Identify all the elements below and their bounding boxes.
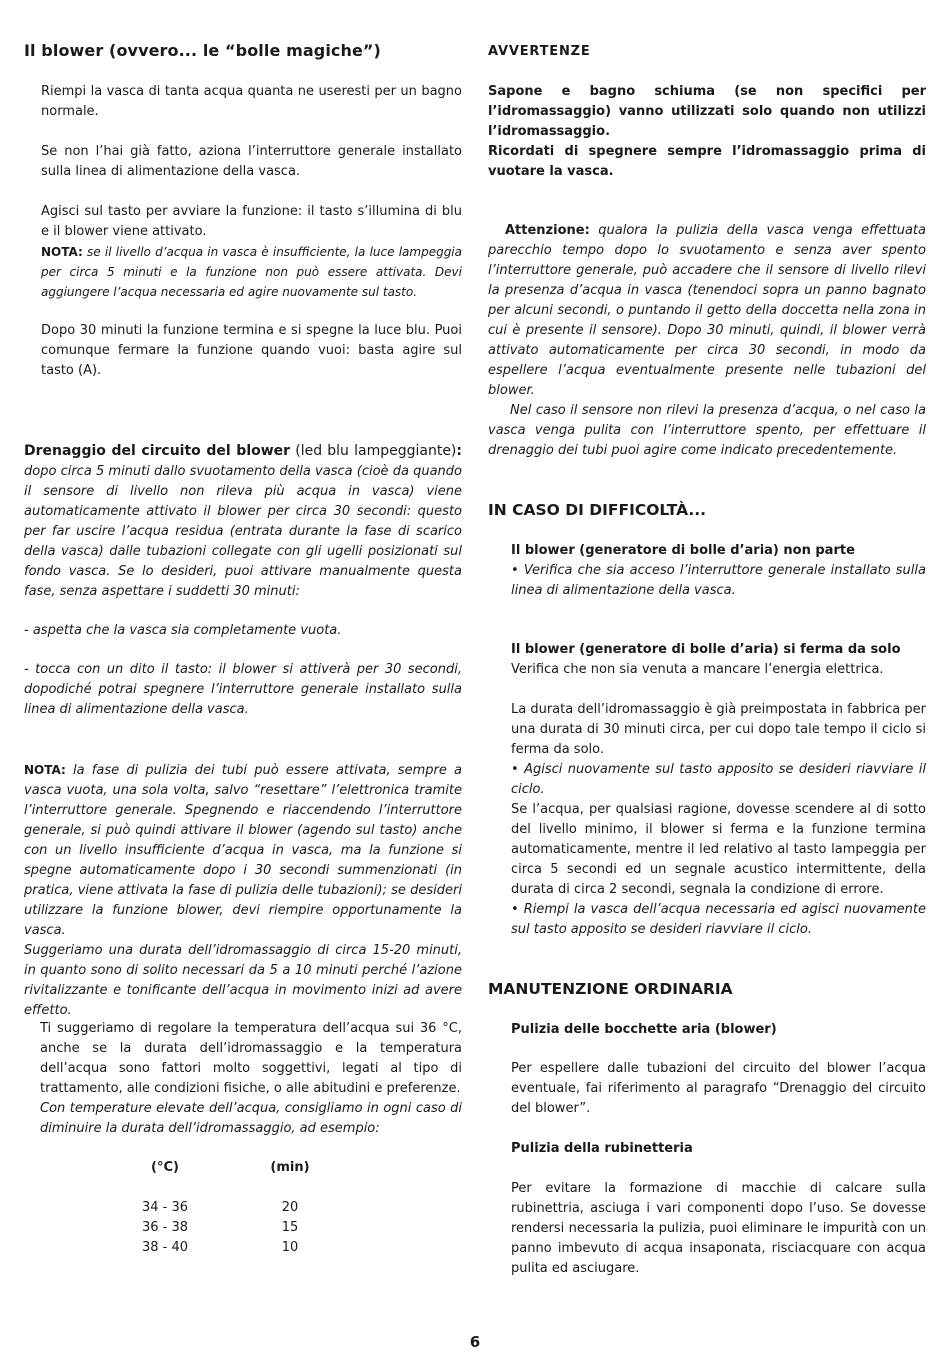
warnings-heading: AVVERTENZE — [488, 44, 591, 59]
trouble-level-block — [511, 800, 926, 940]
paragraph-suggested-duration: Suggeriamo una durata dell’idromassaggio di circa 15-20 minuti, in quanto sono di solito necessari da 5 a 10 minuti perché l’azione rivitalizzante e tonificante dell’acqua in movimento inizi ad avere effetto. — [24, 943, 462, 1018]
note-text: se il livello d’acqua in vasca è insufficiente, la luce lampeggia per circa 5 minuti e la funzione non può essere attivata. Devi aggiungere l’acqua necessaria ed agire nuovamente sul tasto. — [41, 245, 462, 299]
attention-block — [488, 221, 926, 461]
header-minutes: (min) — [270, 1160, 310, 1175]
maintenance-air-title: Pulizia delle bocchette aria (blower) — [511, 1022, 777, 1037]
attention-label: Attenzione: — [505, 223, 590, 238]
table-header-row — [115, 1158, 345, 1178]
drain-step-2: - tocca con un dito il tasto: il blower si attiverà per 30 secondi, dopodiché potrai spegnere l’interruttore generale installato sulla linea di alimentazione della vasca. — [24, 662, 462, 717]
table-cell-min: 10 — [281, 1240, 299, 1255]
paragraph-main-switch: Se non l’hai già fatto, aziona l’interruttore generale installato sulla linea di alimentazione della vasca. — [41, 144, 462, 179]
maintenance-taps-text: Per evitare la formazione di macchie di calcare sulla rubinettria, asciuga i vari componenti dopo l’uso. Se dovesse rendersi necessaria la pulizia, puoi eliminare le impurità con un panno imbevuto di acqua insaponata, risciacquare con acqua pulita ed asciugare. — [511, 1181, 926, 1276]
drain-title: Drenaggio del circuito del blower — [24, 443, 291, 459]
temperature-block — [40, 1019, 462, 1139]
trouble-no-start — [511, 541, 926, 601]
attention-paragraph-2: Nel caso il sensore non rilevi la presenza d’acqua, o nel caso la vasca venga pulita con l’interruttore spento, per effettuare il drenaggio dei tubi puoi agire come indicato precedentemente. — [488, 403, 926, 458]
maintenance-heading: MANUTENZIONE ORDINARIA — [488, 980, 733, 998]
maintenance-air-text: Per espellere dalle tubazioni del circuito del blower l’acqua eventuale, fai riferimento al paragrafo “Drenaggio del circuito del blower”. — [511, 1061, 926, 1116]
attention-paragraph — [488, 221, 926, 401]
table-cell-min: 15 — [281, 1220, 299, 1235]
trouble-stops-power: Verifica che non sia venuta a mancare l’energia elettrica. — [511, 662, 884, 677]
table-row — [115, 1238, 345, 1258]
table-row — [115, 1218, 345, 1238]
trouble-stops — [511, 640, 926, 680]
warning-empty-tub: Ricordati di spegnere sempre l’idromassaggio prima di vuotare la vasca. — [488, 144, 926, 179]
troubleshooting-heading: IN CASO DI DIFFICOLTÀ... — [488, 501, 707, 519]
trouble-no-start-bullet: • Verifica che sia acceso l’interruttore generale installato sulla linea di alimentazione della vasca. — [511, 561, 926, 601]
table-cell-min: 20 — [281, 1200, 299, 1215]
drain-led: (led blu lampeggiante) — [290, 443, 457, 459]
drain-text: dopo circa 5 minuti dallo svuotamento della vasca (cioè da quando il sensore di livello non rileva più acqua in vasca) viene automaticamente attivato il blower per circa 30 secondi: questo per far uscire l’acqua residua (entrata durante la fase di scarico della vasca) dalle tubazioni collegate con gli ugelli posizionati sul fondo vasca. Se lo desideri, puoi attivare manualmente questa fase, senza aspettare i suddetti 30 minuti: — [24, 464, 462, 599]
paragraph-temperature: Ti suggeriamo di regolare la temperatura dell’acqua sui 36 °C, anche se la durata dell’idromassaggio e la temperatura dell’acqua sono fattori molto soggettivi, legati al tipo di trattamento, alle condizioni fisiche, o alle abitudini e preferenze. — [40, 1021, 462, 1096]
table-cell-temp: 36 - 38 — [141, 1220, 189, 1235]
paragraph-fill-tub: Riempi la vasca di tanta acqua quanta ne useresti per un bagno normale. — [41, 84, 462, 119]
section-title-blower: Il blower (ovvero... le “bolle magiche”) — [24, 41, 381, 60]
trouble-level-bullet: • Riempi la vasca dell’acqua necessaria ed agisci nuovamente sul tasto apposito se desideri riavviare il ciclo. — [511, 900, 926, 940]
page-number: 6 — [469, 1333, 481, 1351]
note-label: NOTA: — [24, 763, 66, 777]
trouble-no-start-title: Il blower (generatore di bolle d’aria) non parte — [511, 543, 855, 558]
trouble-duration-block — [511, 700, 926, 800]
paragraph-30-minutes: Dopo 30 minuti la funzione termina e si spegne la luce blu. Puoi comunque fermare la funzione quando vuoi: basta agire sul tasto (A). — [41, 323, 462, 378]
table-row — [115, 1198, 345, 1218]
drain-step-1: - aspetta che la vasca sia completamente vuota. — [24, 623, 342, 638]
drain-section — [24, 441, 462, 602]
header-celsius: (°C) — [151, 1160, 179, 1175]
table-cell-temp: 38 - 40 — [141, 1240, 189, 1255]
warning-soap: Sapone e bagno schiuma (se non specifici per l’idromassaggio) vanno utilizzati solo quando non utilizzi l’idromassaggio. — [488, 84, 926, 139]
paragraph-temperature-advice: Con temperature elevate dell’acqua, consigliamo in ogni caso di diminuire la durata dell’idromassaggio, ad esempio: — [40, 1101, 462, 1136]
trouble-stops-title: Il blower (generatore di bolle d’aria) si ferma da solo — [511, 642, 901, 657]
maintenance-taps-title: Pulizia della rubinetteria — [511, 1141, 693, 1156]
trouble-level: Se l’acqua, per qualsiasi ragione, dovesse scendere al di sotto del livello minimo, il blower si ferma e la funzione termina automaticamente, mentre il led relativo al tasto lampeggia per circa 5 secondi ed un segnale acustico intermittente, della durata di circa 2 secondi, segnala la condizione di errore. — [511, 802, 926, 897]
note-cleaning — [24, 760, 462, 941]
trouble-duration-bullet: • Agisci nuovamente sul tasto apposito se desideri riavviare il ciclo. — [511, 760, 926, 800]
trouble-duration: La durata dell’idromassaggio è già preimpostata in fabbrica per una durata di 30 minuti circa, per cui dopo tale tempo il ciclo si ferma da solo. — [511, 702, 926, 757]
note-water-level — [41, 242, 462, 302]
drain-colon: : — [456, 443, 463, 459]
activation-block — [41, 202, 462, 302]
paragraph-activate: Agisci sul tasto per avviare la funzione: il tasto s’illumina di blu e il blower viene attivato. — [41, 204, 462, 239]
table-cell-temp: 34 - 36 — [141, 1200, 189, 1215]
attention-text: qualora la pulizia della vasca venga effettuata parecchio tempo dopo lo svuotamento e senza aver spento l’interruttore generale, può accadere che il sensore di livello rilevi la presenza d’acqua in vasca (tenendoci sopra un panno bagnato per alcuni secondi, o puntando il getto della doccetta nella zona in cui è presente il sensore). Dopo 30 minuti, quindi, il blower verrà attivato automaticamente per circa 30 secondi, in modo da espellere l’acqua eventualmente presente nelle tubazioni del blower. — [488, 223, 926, 398]
note-label: NOTA: — [41, 245, 83, 259]
note-text: la fase di pulizia dei tubi può essere attivata, sempre a vasca vuota, una sola volta, salvo “resettare” l’elettronica tramite l’interruttore generale. Spegnendo e riaccendendo l’interruttore generale, si può quindi attivare il blower (agendo sul tasto) anche con un livello insufficiente d’acqua in vasca, ma la funzione si spegne automaticamente dopo i 30 secondi summenzionati (in pratica, viene attivata la fase di pulizia delle tubazioni); se desideri utilizzare la funzione blower, devi riempire opportunamente la vasca. — [24, 763, 462, 938]
cleaning-note-block — [24, 760, 462, 1021]
